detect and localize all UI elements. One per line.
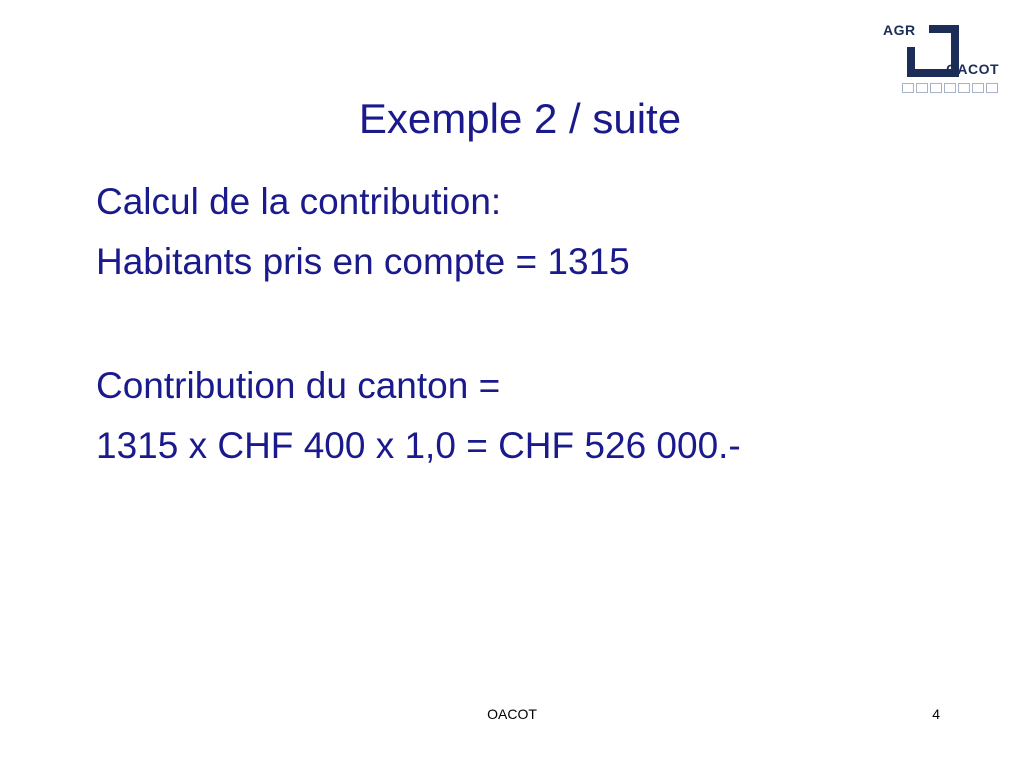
body-line-contribution: Contribution du canton =	[96, 365, 501, 406]
body-line-calcul: Calcul de la contribution:	[96, 181, 502, 222]
body-line-formula: 1315 x CHF 400 x 1,0 = CHF 526 000.-	[96, 425, 741, 466]
footer-org: OACOT	[487, 706, 537, 722]
page-number: 4	[932, 706, 940, 722]
agr-oacot-logo	[880, 20, 1010, 98]
logo-bottom-text: OACOT	[946, 61, 1000, 77]
logo-top-text: AGR	[883, 22, 916, 38]
slide-body	[96, 172, 976, 476]
body-line-habitants: Habitants pris en compte = 1315	[96, 241, 630, 282]
slide-title: Exemple 2 / suite	[358, 95, 682, 142]
body-spacer	[96, 292, 976, 356]
